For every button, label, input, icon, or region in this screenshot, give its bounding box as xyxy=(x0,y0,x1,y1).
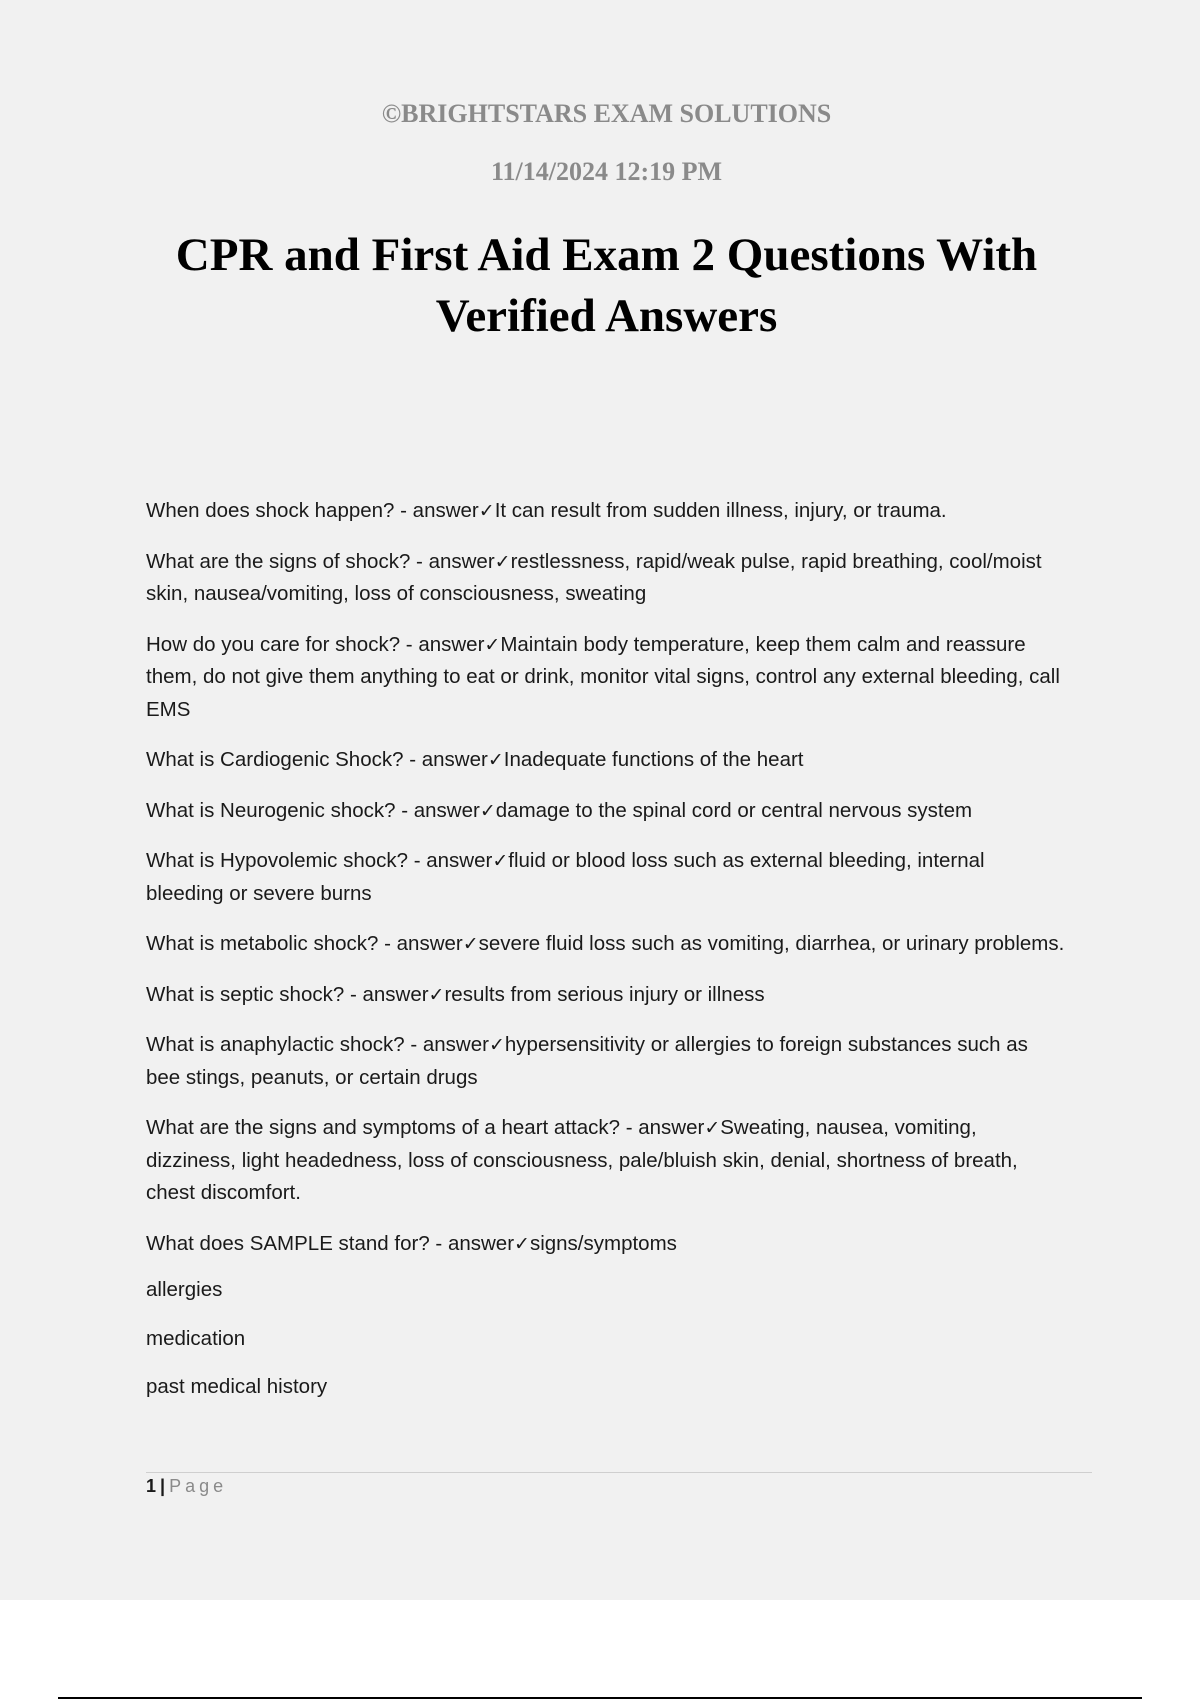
header-brand: ©BRIGHTSTARS EXAM SOLUTIONS xyxy=(381,99,832,128)
qa-answer: signs/symptoms xyxy=(529,1231,677,1255)
qa-question: What is Neurogenic shock? - answer xyxy=(146,798,480,822)
qa-answer: results from serious injury or illness xyxy=(444,982,765,1006)
document-title: CPR and First Aid Exam 2 Questions With Verified Answers xyxy=(175,229,1038,342)
qa-item xyxy=(146,1112,1067,1210)
qa-question: What are the signs of shock? - answer xyxy=(146,549,495,573)
check-icon: ✓ xyxy=(514,1232,530,1255)
qa-question: What are the signs and symptoms of a heart attack? - answer xyxy=(146,1116,705,1139)
page-word: Page xyxy=(169,1476,228,1496)
check-icon: ✓ xyxy=(479,799,496,822)
qa-answer: hypersensitivity or allergies to foreign substances such as bee stings, peanuts, or certain drugs xyxy=(146,1033,1028,1089)
qa-question: What is anaphylactic shock? - answer xyxy=(146,1033,489,1056)
page-footer xyxy=(146,1474,227,1498)
qa-answer: Maintain body temperature, keep them calm and reassure them, do not give them anything to eat or drink, monitor vital signs, control any external bleeding, call EMS xyxy=(146,632,1060,721)
header-datetime: 11/14/2024 12:19 PM xyxy=(490,157,723,186)
sample-line: medication xyxy=(146,1326,246,1350)
sample-line: past medical history xyxy=(146,1375,328,1398)
qa-item xyxy=(146,546,1067,611)
qa-question: When does shock happen? - answer xyxy=(146,499,479,522)
qa-answer: restlessness, rapid/weak pulse, rapid breathing, cool/moist skin, nausea/vomiting, loss of consciousness, sweating xyxy=(146,549,1042,605)
qa-question: What is Hypovolemic shock? - answer xyxy=(146,849,493,872)
check-icon: ✓ xyxy=(487,749,504,771)
qa-question: What is metabolic shock? - answer xyxy=(146,932,463,955)
check-icon: ✓ xyxy=(478,500,495,522)
check-icon: ✓ xyxy=(488,1034,505,1056)
check-icon: ✓ xyxy=(492,850,509,872)
qa-item xyxy=(146,744,1067,777)
qa-answer: It can result from sudden illness, injury, or trauma. xyxy=(494,499,947,522)
qa-question: What does SAMPLE stand for? - answer xyxy=(146,1231,515,1255)
qa-item xyxy=(146,795,1067,828)
qa-list xyxy=(146,495,1067,1404)
qa-question: What is Cardiogenic Shock? - answer xyxy=(146,748,488,771)
qa-item xyxy=(146,1029,1067,1094)
qa-item xyxy=(146,845,1067,910)
check-icon: ✓ xyxy=(462,933,479,955)
qa-item xyxy=(146,1228,1067,1261)
qa-question: How do you care for shock? - answer xyxy=(146,632,485,656)
qa-answer: Inadequate functions of the heart xyxy=(503,748,804,771)
check-icon: ✓ xyxy=(494,550,511,573)
qa-item xyxy=(146,928,1067,961)
next-page-top-rule xyxy=(58,1697,1142,1699)
qa-answer: Sweating, nausea, vomiting, dizziness, light headedness, loss of consciousness, pale/bluish skin, denial, shortness of breath, chest discomfort. xyxy=(146,1116,1018,1204)
sample-line: allergies xyxy=(146,1278,223,1301)
check-icon: ✓ xyxy=(704,1117,721,1139)
footer-separator: | xyxy=(160,1476,166,1496)
qa-answer: damage to the spinal cord or central nervous system xyxy=(495,798,973,822)
qa-question: What is septic shock? - answer xyxy=(146,982,429,1006)
page-number: 1 xyxy=(146,1476,157,1496)
check-icon: ✓ xyxy=(428,983,445,1006)
qa-answer: fluid or blood loss such as external bleeding, internal bleeding or severe burns xyxy=(146,849,985,905)
qa-item xyxy=(146,979,1067,1012)
footer-divider xyxy=(146,1472,1092,1473)
qa-item xyxy=(146,629,1067,727)
check-icon: ✓ xyxy=(484,633,501,656)
qa-answer: severe fluid loss such as vomiting, diarrhea, or urinary problems. xyxy=(478,932,1065,955)
qa-item xyxy=(146,495,1067,528)
